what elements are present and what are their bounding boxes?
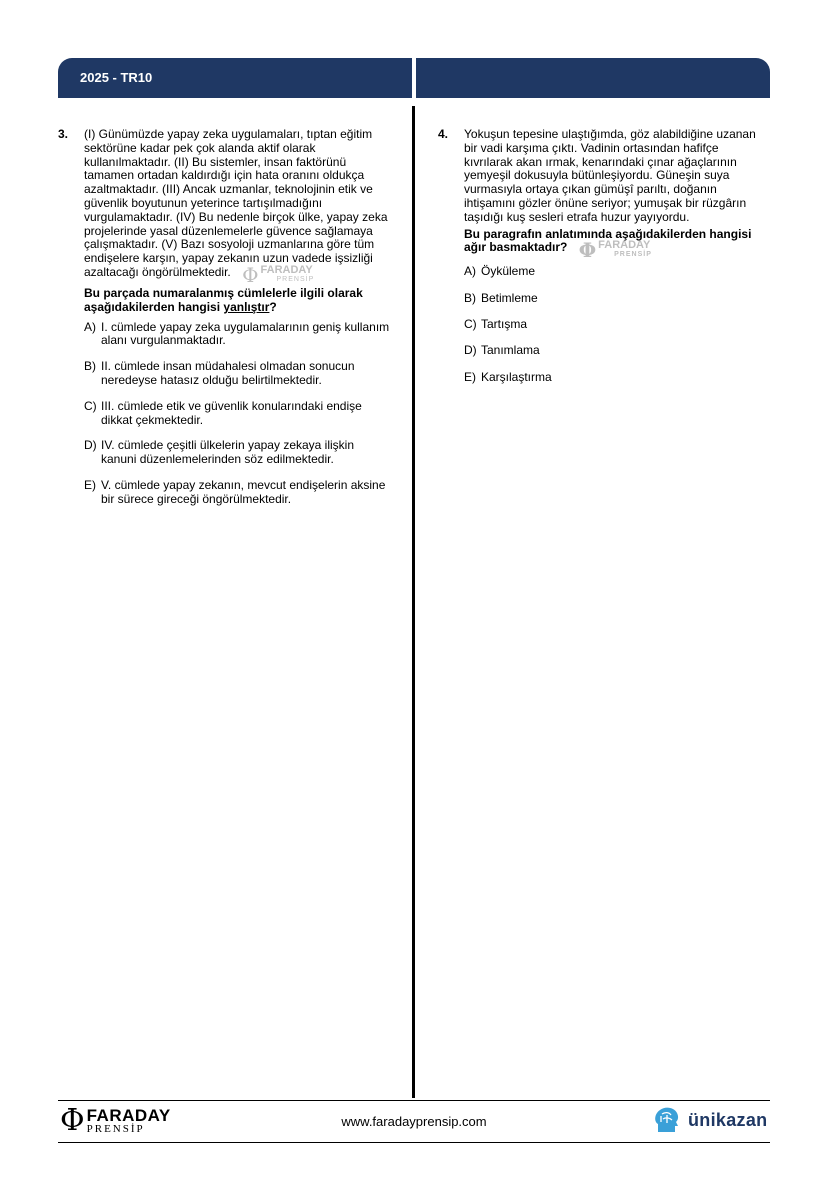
question-stem: (I) Günümüzde yapay zeka uygulamaları, tıptan eğitim sektörüne kadar pek çok alanda aktif olarak kullanılmaktadır. (II) Bu sistemler, insan faktörünü tamamen ortadan kaldırdığı için hata oranını oldukça azaltmaktadır. (III) Ancak uzmanlar, teknolojinin etik ve güvenlik boyutunun yeterince tartışılmadığını vurgulamaktadır. (IV) Bu nedenle birçok ülke, yapay zeka projelerinde yasal düzenlemelerle güvence sağlamaya çalışmaktadır. (V) Bazı sosyoloji uzmanlarına göre tüm endişelere karşın, yapay zekanın uzun vadede işsizliği azaltacağı öngörülmektedir. Φ FARADAY PRENSİP: [84, 127, 388, 287]
watermark-name: FARADAY: [260, 263, 313, 276]
question-number: 3.: [58, 127, 69, 141]
answer-option-e[interactable]: E) V. cümlede yapay zekanın, mevcut endişelerin aksine bir sürece gireceği öngörülmektedir.: [84, 477, 386, 506]
question-prompt: Bu paragrafın anlatımında aşağıdakilerden hangisi ağır basmaktadır? Φ FARADAY PRENSİP: [464, 226, 752, 263]
watermark-sub: PRENSİP: [614, 251, 652, 259]
answer-option-d[interactable]: D) Tanımlama: [464, 343, 540, 358]
answer-option-d[interactable]: D) IV. cümlede çeşitli ülkelerin yapay zekaya ilişkin kanuni düzenlemelerinden söz edilmektedir.: [84, 438, 355, 467]
footer-bottom-rule: [58, 1142, 770, 1143]
phi-logo-icon: Φ: [242, 262, 259, 287]
brain-head-icon: [652, 1106, 682, 1134]
question-3: [58, 128, 390, 519]
faraday-logo: [60, 1103, 171, 1138]
logo-name: FARADAY: [86, 1105, 171, 1125]
answer-option-c[interactable]: C) III. cümlede etik ve güvenlik konularındaki endişe dikkat çekmektedir.: [84, 398, 362, 427]
header-bar-right: [416, 58, 770, 98]
unikazan-logo: [652, 1106, 767, 1134]
question-number: 4.: [438, 127, 449, 141]
footer-top-rule: [58, 1100, 770, 1101]
exam-code: 2025 - TR10: [80, 70, 153, 85]
question-prompt: Bu parçada numaralanmış cümlelerle ilgili olarak aşağıdakilerden hangisi yanlıştır?: [84, 285, 363, 314]
watermark-sub: PRENSİP: [276, 275, 315, 283]
phi-logo-icon: Φ: [578, 238, 597, 263]
column-divider: [412, 106, 415, 1098]
logo-sub: PRENSİP: [86, 1122, 145, 1135]
header-bar-left: [58, 58, 412, 98]
answer-option-b[interactable]: B) Betimleme: [464, 290, 538, 305]
answer-option-a[interactable]: A) I. cümlede yapay zeka uygulamalarının geniş kullanım alanı vurgulanmaktadır.: [84, 319, 390, 348]
answer-option-b[interactable]: B) II. cümlede insan müdahalesi olmadan sonucun neredeyse hatasız olduğu belirtilmektedir.: [84, 359, 355, 387]
faraday-watermark: [242, 262, 315, 287]
answer-option-a[interactable]: A) Öyküleme: [464, 264, 536, 279]
phi-logo-icon: Φ: [60, 1103, 85, 1138]
watermark-name: FARADAY: [598, 239, 651, 252]
underlined-keyword: yanlıştır: [223, 299, 270, 314]
answer-option-e[interactable]: E) Karşılaştırma: [464, 369, 552, 384]
question-stem: Yokuşun tepesine ulaştığımda, göz alabildiğine uzanan bir vadi karşıma çıktı. Vadinin ortasından hafifçe kıvrılarak akan ırmak, kenarındaki çınar ağaçlarının yemyeşil dokusuyla bütünleşiyordu. Güneşin suya vurmasıyla ortaya çıkan gümüşî parıltı, doğanın ihtişamını gözler önüne seriyor; yumuşak bir rüzgârın taşıdığı kuş sesleri etrafa huzur yayıyordu.: [464, 127, 756, 224]
answer-option-c[interactable]: C) Tartışma: [464, 316, 528, 331]
brand-name: ünikazan: [688, 1109, 768, 1130]
footer-url[interactable]: www.faradayprensip.com: [341, 1114, 487, 1129]
faraday-watermark: [578, 238, 652, 263]
question-4: [438, 128, 770, 397]
